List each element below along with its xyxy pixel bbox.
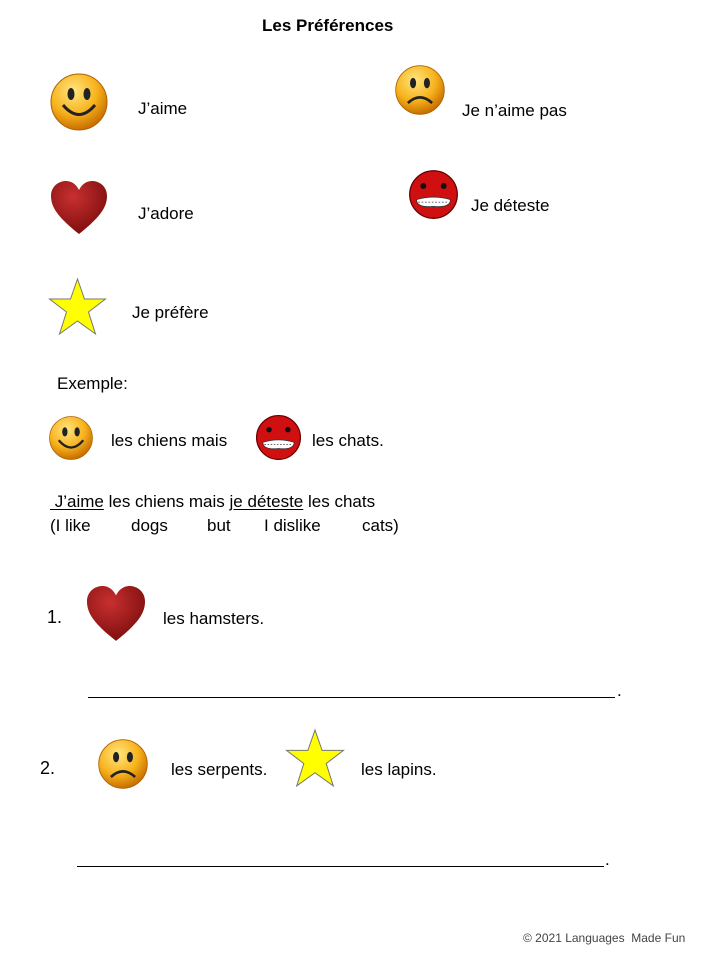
- translation-4: I dislike: [264, 516, 321, 535]
- example-prompt-2: les chats.: [312, 431, 384, 450]
- exercise-1-answer-line[interactable]: [88, 697, 615, 698]
- exercise-1-number: 1.: [47, 607, 63, 627]
- smiley-angry-icon: [408, 169, 459, 220]
- smiley-happy-icon: [48, 415, 94, 461]
- legend-label-je-prefere: Je préfère: [132, 303, 209, 322]
- answer-chiens-mais: les chiens mais: [103, 492, 230, 511]
- legend-label-je-naime-pas: Je n’aime pas: [462, 101, 567, 120]
- smiley-sad-icon: [394, 64, 446, 116]
- smiley-happy-icon: [49, 72, 109, 132]
- star-icon: [47, 277, 108, 337]
- example-answer: [50, 493, 375, 510]
- translation-5: cats): [362, 516, 399, 535]
- exercise-1-text: les hamsters.: [163, 609, 265, 628]
- answer-chats: les chats: [303, 492, 376, 511]
- example-prompt-1: les chiens mais: [111, 431, 228, 450]
- smiley-sad-icon: [97, 738, 149, 790]
- exercise-2-number: 2.: [40, 758, 56, 778]
- smiley-angry-icon: [255, 414, 302, 461]
- answer-je-deteste: je déteste: [229, 492, 304, 511]
- heart-icon: [84, 585, 148, 643]
- copyright-footer: © 2021 Languages Made Fun: [523, 931, 686, 945]
- exercise-2-answer-line[interactable]: [77, 866, 604, 867]
- exercise-2-text-1: les serpents.: [171, 760, 268, 779]
- star-icon: [284, 728, 346, 789]
- exercise-1-period: .: [617, 681, 622, 700]
- page-title: Les Préférences: [262, 16, 394, 35]
- legend-label-jadore: J’adore: [138, 204, 194, 223]
- translation-2: dogs: [131, 516, 168, 535]
- translation-1: (I like: [50, 516, 91, 535]
- legend-label-je-deteste: Je déteste: [471, 196, 550, 215]
- example-heading: Exemple:: [57, 374, 128, 393]
- translation-3: but: [207, 516, 231, 535]
- answer-jaime: J’aime: [50, 492, 104, 511]
- legend-label-jaime: J’aime: [138, 99, 188, 118]
- exercise-2-text-2: les lapins.: [361, 760, 437, 779]
- exercise-2-period: .: [605, 850, 610, 869]
- heart-icon: [49, 180, 109, 236]
